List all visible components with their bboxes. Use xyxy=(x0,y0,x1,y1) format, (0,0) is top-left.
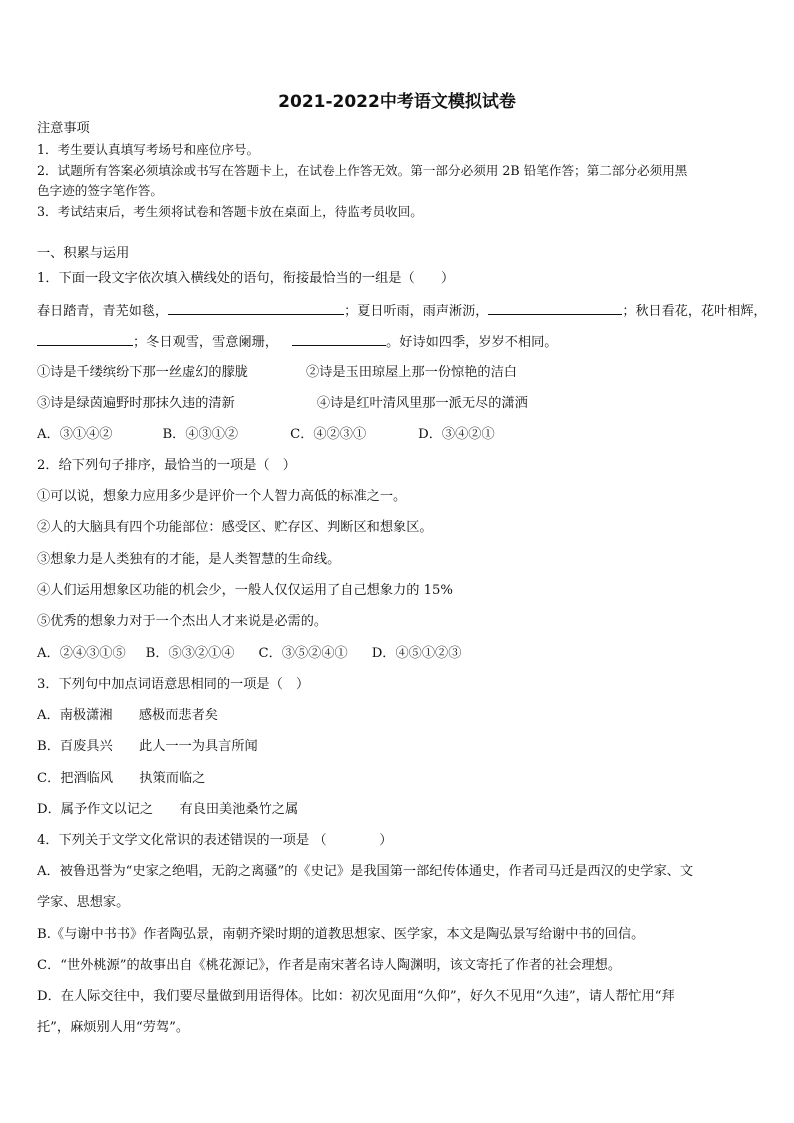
q1-options-row2 xyxy=(37,395,528,413)
q4-choice-c[interactable]: C．“世外桃源”的故事出自《桃花源记》，作者是南宋著名诗人陶渊明，该文寄托了作者的社会理想。 xyxy=(37,958,622,973)
q1-option-3: ③诗是绿茵遍野时那抹久违的清新 xyxy=(37,396,235,411)
q2-sentence-5: ⑤优秀的想象力对于一个杰出人才来说是必需的。 xyxy=(37,614,328,629)
notice-item-3: 3．考试结束后，考生须将试卷和答题卡放在桌面上，待监考员收回。 xyxy=(37,204,423,219)
section-heading: 一、积累与运用 xyxy=(37,246,130,261)
q4-choice-d-cont: 托”，麻烦别人用“劳驾”。 xyxy=(37,1020,190,1035)
q2-sentence-3: ③想象力是人类独有的才能，是人类智慧的生命线。 xyxy=(37,552,341,567)
q2-sentence-4: ④人们运用想象区功能的机会少，一般人仅仅运用了自己想象力的 15% xyxy=(37,583,453,598)
q3-choice-b[interactable]: B．百废具兴 此人一一为具言所闻 xyxy=(37,739,258,754)
answer-blank-3[interactable] xyxy=(37,332,133,346)
q1-passage-2a: ；冬日观雪，雪意阑珊， xyxy=(133,335,279,350)
q1-option-4: ④诗是红叶清风里那一派无尽的潇洒 xyxy=(316,396,528,411)
notice-item-1: 1．考生要认真填写考场号和座位序号。 xyxy=(37,142,260,157)
q1-option-2: ②诗是玉田琼屋上那一份惊艳的洁白 xyxy=(306,365,517,380)
notice-heading: 注意事项 xyxy=(37,121,90,136)
q1-passage-1a: 春日踏青，青芜如毯， xyxy=(37,304,169,319)
q3-choice-c[interactable]: C．把酒临风 执策而临之 xyxy=(37,771,206,786)
answer-blank-2[interactable] xyxy=(488,301,622,315)
q1-stem: 1．下面一段文字依次填入横线处的语句，衔接最恰当的一组是（ ） xyxy=(37,271,455,286)
q4-choice-d[interactable]: D．在人际交往中，我们要尽量做到用语得体。比如：初次见面用“久仰”，好久不见用“久违”，请人帮忙用“拜 xyxy=(37,989,675,1004)
q1-choice-b[interactable]: B．④③①② xyxy=(162,427,239,442)
q4-choice-b[interactable]: B.《与谢中书书》作者陶弘景，南朝齐梁时期的道教思想家、医学家，本文是陶弘景写给谢中书的回信。 xyxy=(37,927,645,942)
page-title: 2021-2022中考语文模拟试卷 xyxy=(278,92,516,112)
q1-options-row1 xyxy=(37,364,517,382)
q1-passage-2b: 。好诗如四季，岁岁不相同。 xyxy=(386,335,558,350)
q1-passage-1b: ；夏日听雨，雨声淅沥， xyxy=(344,304,489,319)
q3-choice-d[interactable]: D．属予作文以记之 有良田美池桑竹之属 xyxy=(37,802,299,817)
q1-passage-line2 xyxy=(37,332,558,352)
q2-choice-b[interactable]: B．⑤③②①④ xyxy=(145,646,235,661)
q2-choice-a[interactable]: A．②④③①⑤ xyxy=(37,646,126,661)
q3-choice-a[interactable]: A．南极潇湘 感极而悲者矣 xyxy=(37,708,218,723)
q1-option-1: ①诗是千缕缤纷下那一丝虚幻的朦胧 xyxy=(37,365,248,380)
q1-choices xyxy=(37,426,495,444)
q4-stem: 4．下列关于文学文化常识的表述错误的一项是 （ ） xyxy=(37,833,393,848)
notice-item-2-cont: 色字迹的签字笔作答。 xyxy=(37,183,163,198)
q2-sentence-1: ①可以说，想象力应用多少是评价一个人智力高低的标准之一。 xyxy=(37,489,407,504)
q2-choice-c[interactable]: C．③⑤②④① xyxy=(258,646,348,661)
q2-stem: 2．给下列句子排序，最恰当的一项是（ ） xyxy=(37,458,296,473)
q3-stem: 3．下列句中加点词语意思相同的一项是（ ） xyxy=(37,677,310,692)
q1-passage-1c: ；秋日看花，花叶相辉， xyxy=(622,304,767,319)
q4-choice-a-cont: 学家、思想家。 xyxy=(37,895,130,910)
q2-choice-d[interactable]: D．④⑤①②③ xyxy=(371,646,462,661)
q4-choice-a[interactable]: A．被鲁迅誉为“史家之绝唱，无韵之离骚”的《史记》是我国第一部纪传体通史，作者司马迁是西汉的史学家、文 xyxy=(37,864,694,879)
answer-blank-1[interactable] xyxy=(168,301,344,315)
notice-item-2: 2．试题所有答案必须填涂或书写在答题卡上，在试卷上作答无效。第一部分必须用 2B 铅笔作答；第二部分必须用黑 xyxy=(37,163,688,178)
q1-choice-a[interactable]: A．③①④② xyxy=(37,427,113,442)
q2-sentence-2: ②人的大脑具有四个功能部位：感受区、贮存区、判断区和想象区。 xyxy=(37,520,433,535)
q1-choice-d[interactable]: D．③④②① xyxy=(418,427,495,442)
q1-choice-c[interactable]: C．④②③① xyxy=(290,427,367,442)
q1-passage-line1 xyxy=(37,301,767,321)
q2-choices xyxy=(37,645,461,663)
answer-blank-4[interactable] xyxy=(292,332,386,346)
